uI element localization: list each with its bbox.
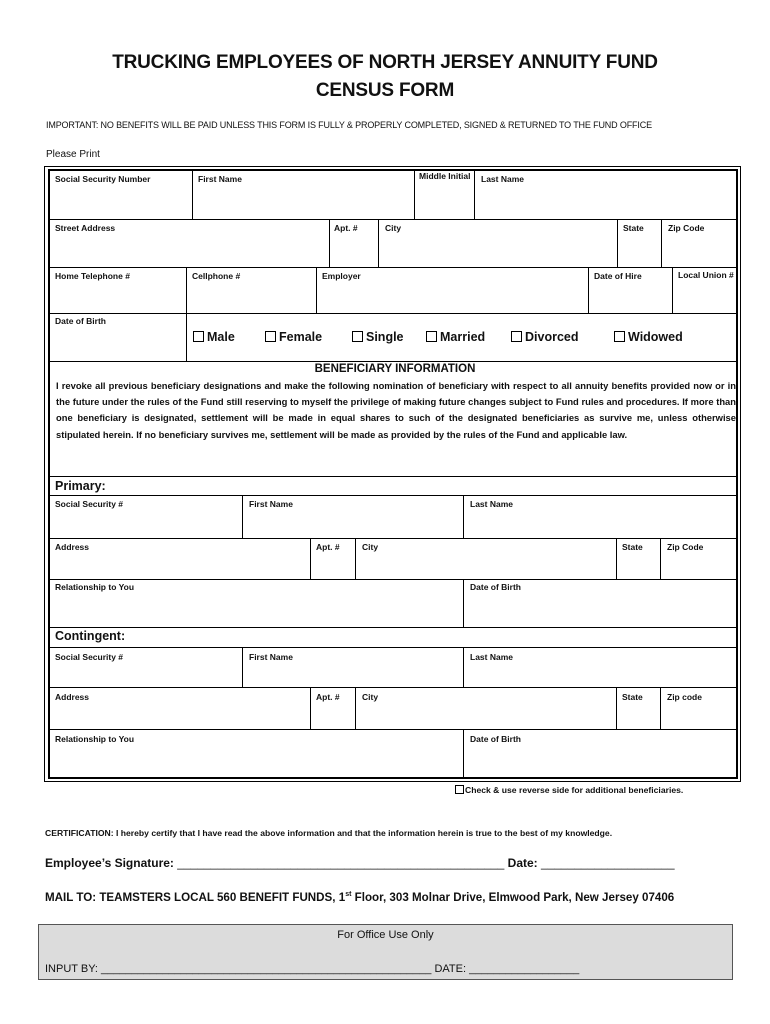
beneficiary-heading: BENEFICIARY INFORMATION [314,363,476,375]
please-print-note: Please Print [46,149,100,160]
contingent-heading: Contingent: [55,629,126,643]
widowed-checkbox[interactable]: Widowed [614,330,683,344]
office-use-box [38,924,733,980]
primary-apt-field-label[interactable]: Apt. # [316,542,340,552]
middle-initial-field-label[interactable]: Middle Initial [419,171,471,181]
zip-code-field-label[interactable]: Zip Code [668,223,705,233]
signature-date-label: Date: [507,856,538,870]
input-by-row[interactable] [45,963,579,975]
female-checkbox[interactable]: Female [265,330,322,344]
form-title-line1: TRUCKING EMPLOYEES OF NORTH JERSEY ANNUITY FUND [112,52,658,73]
office-date-line[interactable]: __________________ [469,963,580,975]
date-of-hire-field-label[interactable]: Date of Hire [594,271,642,281]
cellphone-field-label[interactable]: Cellphone # [192,271,241,281]
checkbox-square-icon [426,331,437,342]
primary-last-name-field-label[interactable]: Last Name [470,499,513,509]
input-by-line[interactable]: ______________________________________________________ [101,963,432,975]
primary-relationship-field-label[interactable]: Relationship to You [55,582,135,592]
office-date-label: DATE: [434,963,467,975]
primary-first-name-field-label[interactable]: First Name [249,499,293,509]
employer-field-label[interactable]: Employer [322,271,361,281]
signature-line[interactable]: _________________________________________________ [177,856,505,870]
primary-address-field-label[interactable]: Address [55,542,90,552]
divorced-checkbox[interactable]: Divorced [511,330,579,344]
contingent-first-name-field-label[interactable]: First Name [249,652,293,662]
mail-to-address: MAIL TO: TEAMSTERS LOCAL 560 BENEFIT FUNDS, 1st Floor, 303 Molnar Drive, Elmwood Park, New Jersey 07406 [45,891,675,904]
checkbox-square-icon [193,331,204,342]
primary-city-field-label[interactable]: City [362,542,379,552]
ssn-field-label[interactable]: Social Security Number [55,174,151,184]
contingent-city-field-label[interactable]: City [362,692,379,702]
home-telephone-field-label[interactable]: Home Telephone # [55,271,130,281]
primary-ssn-field-label[interactable]: Social Security # [55,499,124,509]
contingent-relationship-field-label[interactable]: Relationship to You [55,734,135,744]
street-address-field-label[interactable]: Street Address [55,223,116,233]
dob-field-label[interactable]: Date of Birth [55,316,106,326]
contingent-state-field-label[interactable]: State [622,692,643,702]
local-union-field-label[interactable]: Local Union # [678,270,734,280]
contingent-apt-field-label[interactable]: Apt. # [316,692,340,702]
apt-field-label[interactable]: Apt. # [334,223,358,233]
married-checkbox[interactable]: Married [426,330,485,344]
contingent-ssn-field-label[interactable]: Social Security # [55,652,124,662]
beneficiary-statement: I revoke all previous beneficiary designations and make the following nomination of beneficiary with respect to all annuity benefits provided now or in the future under the rules of the Fund still reserving to myself the privilege of making future changes subject to Fund rules and procedures. If more than one beneficiary is designated, settlement will be made in equal shares to such of the designated beneficiaries as survive me, unless otherwise stipulated herein. If no beneficiary survives me, settlement will be made as provided by the rules of the Fund and applicable law. [56,380,736,440]
first-name-field-label[interactable]: First Name [198,174,242,184]
important-notice: IMPORTANT: NO BENEFITS WILL BE PAID UNLESS THIS FORM IS FULLY & PROPERLY COMPLETED, SIGNED & RETURNED TO THE FUND OFFICE [46,120,652,130]
checkbox-square-icon [455,785,464,794]
primary-state-field-label[interactable]: State [622,542,643,552]
signature-label: Employee’s Signature: [45,856,174,870]
single-checkbox[interactable]: Single [352,330,404,344]
male-checkbox[interactable]: Male [193,330,235,344]
signature-date-line[interactable]: ____________________ [541,856,675,870]
form-title-line2: CENSUS FORM [315,80,455,101]
contingent-address-field-label[interactable]: Address [55,692,90,702]
checkbox-square-icon [511,331,522,342]
primary-dob-field-label[interactable]: Date of Birth [470,582,521,592]
checkbox-square-icon [265,331,276,342]
contingent-last-name-field-label[interactable]: Last Name [470,652,513,662]
contingent-zip-field-label[interactable]: Zip code [667,692,702,702]
office-use-title: For Office Use Only [337,929,434,941]
state-field-label[interactable]: State [623,223,644,233]
checkbox-square-icon [352,331,363,342]
certification-statement: CERTIFICATION: I hereby certify that I have read the above information and that the information herein is true to the best of my knowledge. [45,828,613,838]
signature-row[interactable] [45,856,675,870]
additional-beneficiaries-checkbox[interactable]: Check & use reverse side for additional beneficiaries. [455,785,683,795]
primary-zip-field-label[interactable]: Zip Code [667,542,704,552]
last-name-field-label[interactable]: Last Name [481,174,524,184]
checkbox-square-icon [614,331,625,342]
contingent-dob-field-label[interactable]: Date of Birth [470,734,521,744]
input-by-label: INPUT BY: [45,963,98,975]
primary-heading: Primary: [55,479,106,493]
city-field-label[interactable]: City [385,223,402,233]
